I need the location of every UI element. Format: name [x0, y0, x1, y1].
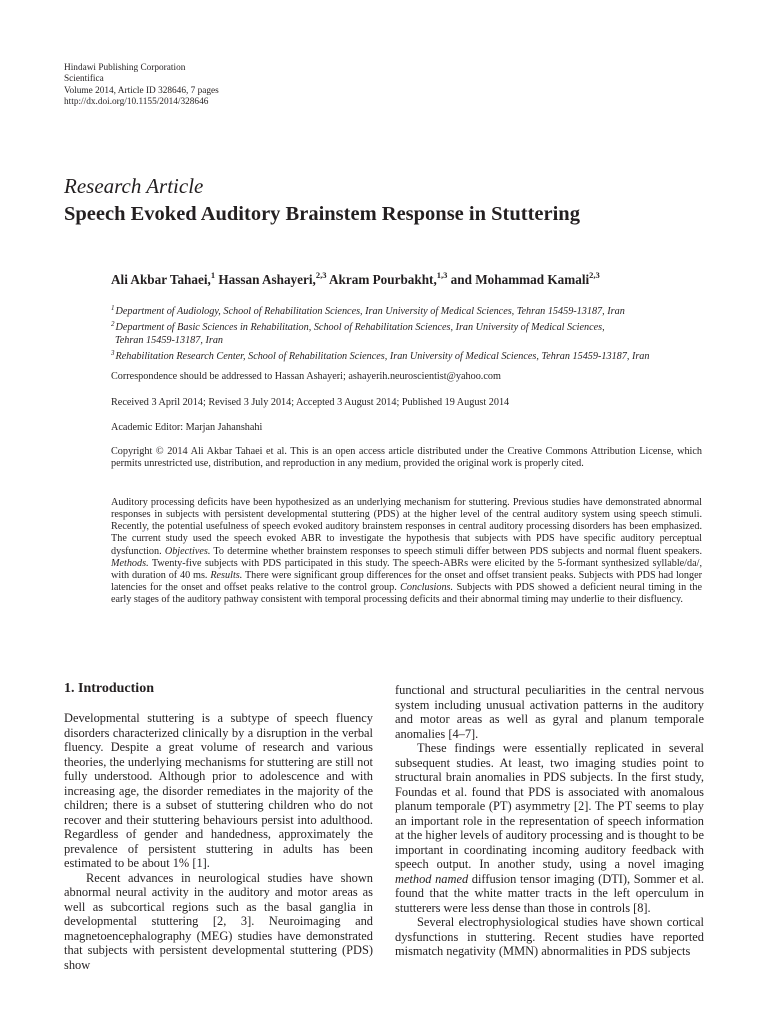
abstract-results: There were significant group differences for the onset and offset transient peaks. Subjects with PDS had longer latencies for the onset and offset peaks relative to the control group. — [111, 569, 702, 594]
academic-editor: Academic Editor: Marjan Jahanshahi — [111, 422, 263, 433]
author-list — [111, 270, 600, 288]
doi-link[interactable]: http://dx.doi.org/10.1155/2014/328646 — [64, 97, 209, 108]
author-affiliation-marker: 1,3 — [436, 270, 448, 280]
author-name: and Mohammad Kamali — [450, 272, 590, 287]
affiliation-item: Tehran 15459-13187, Iran — [115, 334, 224, 346]
article-type-label: Research Article — [64, 174, 204, 198]
copyright-notice: Copyright © 2014 Ali Akbar Tahaei et al. This is an open access article distributed under the Creative Commons Attribution License, which permits unrestricted use, distribution, and reproduction in any medium, provided the original work is properly cited. — [111, 446, 702, 470]
publisher-name: Hindawi Publishing Corporation — [64, 63, 186, 73]
correspondence-line: Correspondence should be addressed to Hassan Ashayeri; ashayerih.neuroscientist@yahoo.com — [111, 371, 501, 382]
abstract-objectives: To determine whether brainstem responses to speech stimuli differ between PDS subjects and normal fluent speakers. — [210, 545, 703, 557]
affiliation-item: $^1$Department of Audiology, School of Rehabilitation Sciences, Iran University of Medical Sciences, Tehran 15459-13187, Iran — [111, 304, 625, 317]
body-paragraph: Several electrophysiological studies have shown cortical dysfunctions in stuttering. Recent studies have reported mismatch negativity (MMN) abnormalities in PDS subjects — [395, 915, 704, 958]
left-column — [64, 711, 373, 972]
body-paragraph: functional and structural peculiarities in the central nervous system including unusual activation patterns in the auditory and motor areas as well as gyral and planum temporale anomalies [4–7]. — [395, 683, 704, 741]
article-dates: Received 3 April 2014; Revised 3 July 2014; Accepted 3 August 2014; Published 19 August 2014 — [111, 397, 510, 408]
body-paragraph: Developmental stuttering is a subtype of speech fluency disorders characterized clinically by a disruption in the verbal fluency. Despite a great volume of research and various theories, the underlying mechanisms for stuttering are still not fully understood. Although prior to adolescence and with increasing age, the disorder remediates in the majority of the children; there is a subset of stuttering children who do not recover and their stuttering behaviours persist into adulthood. Regardless of gender and handedness, approximately the prevalence of persistent stuttering in adults has been estimated to be about 1% [1]. — [64, 711, 373, 870]
author-affiliation-marker: 2,3 — [315, 270, 327, 280]
abstract-background: Auditory processing deficits have been hypothesized as an underlying mechanism for stuttering. Previous studies have demonstrated abnormal responses in subjects with persistent developmental stuttering (PDS) at the higher level of the central auditory system using speech stimuli. Recently, the potential usefulness of speech evoked auditory brainstem responses in central auditory processing disorders has been emphasized. The current study used the speech evoked ABR to investigate the hypothesis that subjects with PDS have specific auditory perceptual dysfunction. — [111, 497, 702, 557]
abstract-methods-label: Methods. — [111, 557, 149, 569]
affiliation-item: $^3$Rehabilitation Research Center, School of Rehabilitation Sciences, Iran University of Medical Sciences, Tehran 15459-13187, Iran — [111, 349, 650, 363]
author-affiliation-marker: 1 — [210, 270, 216, 280]
volume-info: Volume 2014, Article ID 328646, 7 pages — [64, 85, 219, 96]
article-title: Speech Evoked Auditory Brainstem Response in Stuttering — [64, 203, 580, 225]
abstract-objectives-label: Objectives. — [164, 545, 211, 557]
abstract — [111, 497, 702, 606]
author-name: Ali Akbar Tahaei, — [111, 272, 211, 287]
body-paragraph: Recent advances in neurological studies have shown abnormal neural activity in the auditory and motor areas as well as subcortical regions such as the basal ganglia in developmental stuttering [2, 3]. Neuroimaging and magnetoencephalography (MEG) studies have demonstrated that subjects with persistent developmental stuttering (PDS) show — [64, 870, 373, 972]
body-paragraph: These findings were essentially replicated in several subsequent studies. At least, two imaging studies point to structural brain anomalies in PDS subjects. In the first study, Foundas et al. found that PDS is associated with anomalous planum temporale (PT) asymmetry [2]. The PT seems to play an important role in the representation of speech information at the higher levels of auditory processing and is thought to be important in coordinating incoming auditory feedback with speech output. In another study, using a novel imaging method named diffusion tensor imaging (DTI), Sommer et al. found that the white matter tracts in the left operculum in stutterers were less dense than those in controls [8]. — [395, 741, 704, 915]
right-column — [395, 683, 704, 959]
affiliation-item: $^2$Department of Basic Sciences in Rehabilitation, School of Rehabilitation Sciences, Iran University of Medical Sciences, — [111, 320, 605, 334]
journal-name: Scientifica — [64, 74, 104, 85]
author-affiliation-marker: 2,3 — [589, 270, 600, 280]
author-name: Akram Pourbakht, — [329, 272, 437, 287]
section-heading: 1. Introduction — [64, 681, 154, 696]
affiliation-list — [111, 302, 650, 364]
abstract-conclusions: Subjects with PDS showed a deficient neural timing in the early stages of the auditory pathway consistent with temporal processing deficits and their abnormal timing may underlie to their disfluency. — [111, 582, 702, 606]
abstract-methods: Twenty-five subjects with PDS participated in this study. The speech-ABRs were elicited by the 5-formant synthesized syllable/da/, with duration of 40 ms. — [111, 557, 702, 581]
abstract-conclusions-label: Conclusions. — [400, 582, 454, 594]
author-name: Hassan Ashayeri, — [218, 272, 316, 287]
abstract-results-label: Results. — [210, 569, 243, 581]
journal-header — [64, 63, 219, 109]
